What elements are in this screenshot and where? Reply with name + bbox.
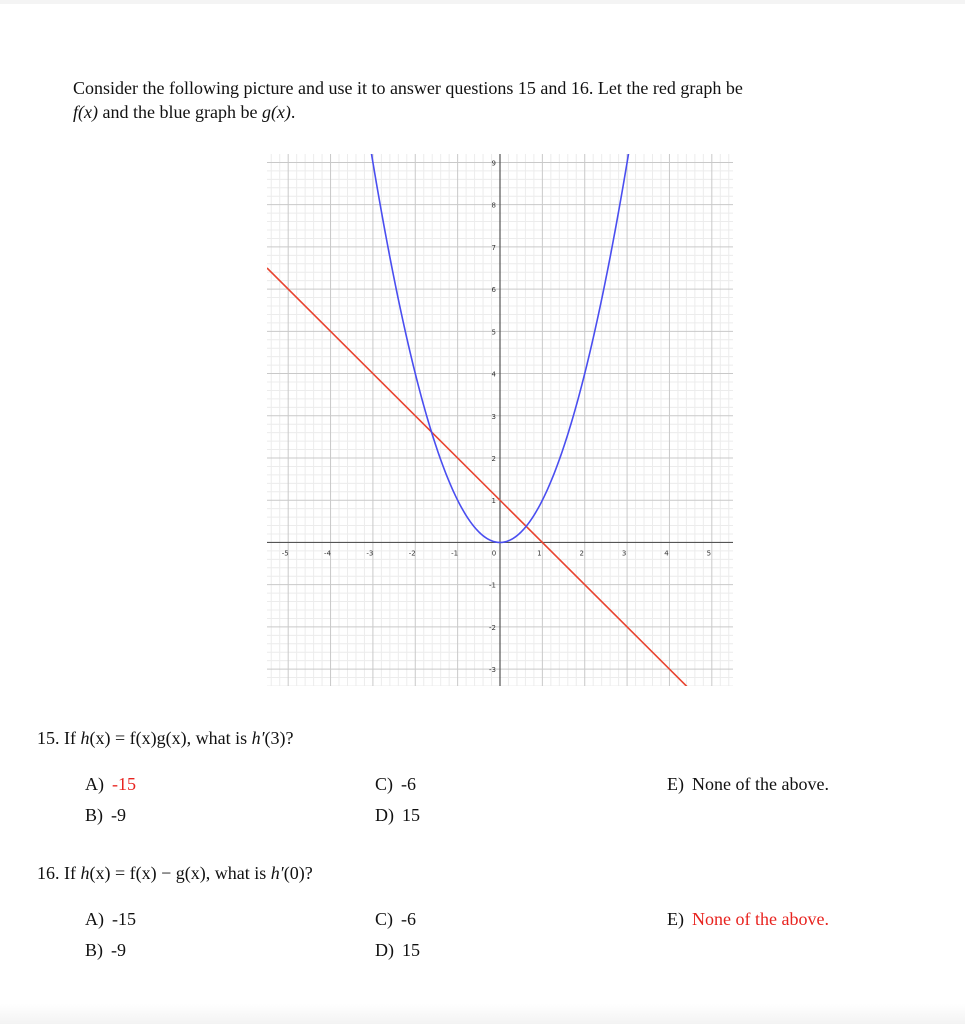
x-tick-label: -5 (281, 549, 289, 558)
q15-c-letter: C) (375, 774, 393, 794)
q16-e-value: None of the above. (692, 909, 829, 929)
q15-b-value: -9 (111, 805, 126, 825)
y-tick-label: 7 (491, 243, 496, 252)
q16-b-letter: B) (85, 940, 103, 960)
intro-mid: and the blue graph be (97, 102, 262, 122)
y-tick-label: 9 (491, 159, 496, 168)
intro-line-1: Consider the following picture and use it to answer questions 15 and 16. Let the red graph be (73, 78, 743, 98)
function-graph (267, 154, 733, 691)
q15-option-d[interactable] (375, 805, 420, 826)
question-15 (37, 728, 294, 749)
q15-option-c[interactable] (375, 774, 416, 795)
x-tick-label: -2 (408, 549, 416, 558)
intro-line-2 (73, 100, 943, 124)
x-tick-label: -1 (451, 549, 459, 558)
y-tick-label: 2 (491, 455, 496, 463)
q16-d-letter: D) (375, 940, 394, 960)
x-tick-label: -3 (366, 549, 374, 558)
q16-option-e[interactable] (667, 909, 829, 930)
intro-text (73, 76, 943, 124)
q16-option-c[interactable] (375, 909, 416, 930)
bottom-edge (0, 1004, 965, 1024)
graph-svg (267, 154, 733, 686)
q16-hprime: h′ (270, 863, 284, 883)
q16-d-value: 15 (402, 940, 420, 960)
q15-e-value: None of the above. (692, 774, 829, 794)
intro-end: . (290, 102, 296, 122)
x-tick-label: 1 (537, 549, 542, 558)
q15-number: 15. (37, 728, 60, 748)
q16-eq2: (0)? (283, 863, 313, 883)
q16-b-value: -9 (111, 940, 126, 960)
q15-option-b[interactable] (85, 805, 126, 826)
x-tick-label: 0 (491, 549, 497, 558)
q16-option-b[interactable] (85, 940, 126, 961)
q16-number: 16. (37, 863, 60, 883)
y-tick-label: 1 (491, 497, 496, 506)
x-tick-label: 2 (579, 549, 584, 558)
q16-c-letter: C) (375, 909, 393, 929)
q15-h: h (80, 728, 90, 748)
q15-eq1: (x) = f(x)g(x), what is (89, 728, 252, 748)
y-tick-label: 5 (491, 328, 496, 337)
q15-hprime: h′ (251, 728, 265, 748)
fx-label: f(x) (73, 102, 98, 122)
q15-c-value: -6 (401, 774, 416, 794)
q15-a-letter: A) (85, 774, 104, 794)
q16-c-value: -6 (401, 909, 416, 929)
q15-a-value: -15 (112, 774, 136, 794)
q16-option-d[interactable] (375, 940, 420, 961)
question-16 (37, 863, 313, 884)
q16-a-letter: A) (85, 909, 104, 929)
x-tick-label: 5 (706, 549, 712, 558)
gx-label: g(x) (261, 102, 291, 122)
x-tick-label: 3 (621, 549, 627, 558)
y-tick-label: 8 (491, 201, 496, 210)
y-tick-label: -2 (489, 623, 496, 632)
q15-prefix: If (64, 728, 81, 748)
x-tick-label: -4 (324, 549, 332, 558)
y-tick-label: -3 (489, 666, 496, 675)
y-tick-label: 6 (491, 286, 496, 295)
y-tick-label: -1 (489, 581, 496, 590)
q15-d-letter: D) (375, 805, 394, 825)
q15-e-letter: E) (667, 774, 684, 794)
q16-a-value: -15 (112, 909, 136, 929)
q15-option-a[interactable] (85, 774, 136, 795)
q16-e-letter: E) (667, 909, 684, 929)
q16-option-a[interactable] (85, 909, 136, 930)
y-tick-label: 3 (491, 412, 496, 421)
q15-option-e[interactable] (667, 774, 829, 795)
q16-prefix: If (64, 863, 81, 883)
x-tick-label: 4 (664, 549, 669, 558)
q16-h: h (80, 863, 90, 883)
q15-b-letter: B) (85, 805, 103, 825)
top-edge (0, 0, 965, 4)
y-tick-label: 4 (491, 370, 496, 379)
q15-d-value: 15 (402, 805, 420, 825)
q16-eq1: (x) = f(x) − g(x), what is (89, 863, 271, 883)
q15-eq2: (3)? (264, 728, 294, 748)
